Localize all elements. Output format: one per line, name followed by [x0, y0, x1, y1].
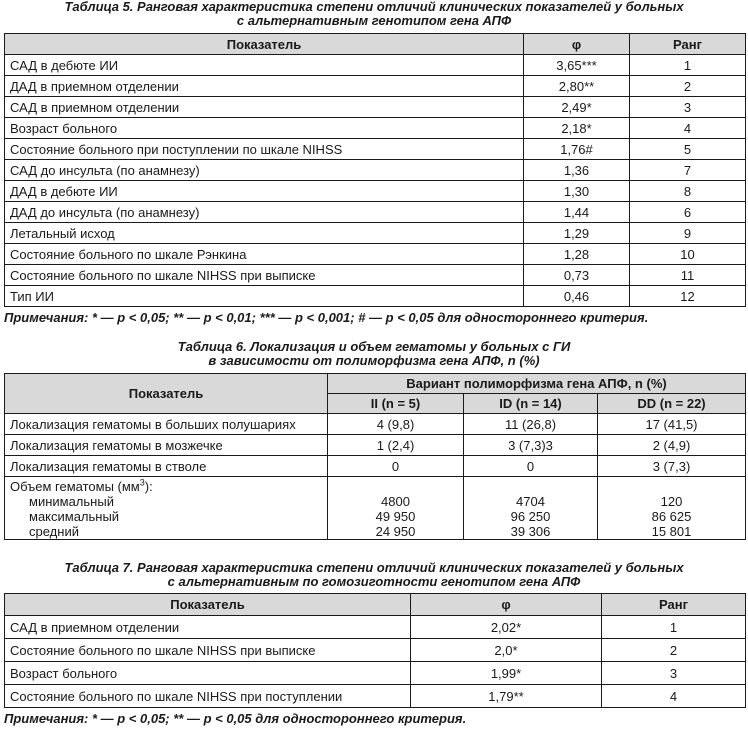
table7-cell-indicator: САД в приемном отделении [5, 616, 411, 639]
table5-cell-indicator: Возраст больного [5, 118, 524, 139]
table6-caption [0, 340, 748, 368]
table6-cell-indicator: Локализация гематомы в мозжечке [5, 435, 328, 456]
table7-header-indicator: Показатель [5, 594, 411, 616]
volume-label-text: Объем гематомы (мм [10, 479, 140, 494]
table5-cell-phi: 1,29 [524, 223, 630, 244]
table7-header-phi: φ [411, 594, 602, 616]
table-row [5, 97, 746, 118]
table7-cell-indicator: Возраст больного [5, 662, 411, 685]
table7-cell-phi: 1,79** [411, 685, 602, 708]
table7-header-rank: Ранг [602, 594, 746, 616]
table5-cell-phi: 2,80** [524, 76, 630, 97]
table6-header-group: Вариант полиморфизма гена АПФ, n (%) [328, 374, 746, 394]
table5-cell-rank: 1 [630, 55, 746, 76]
table5-cell-phi: 3,65*** [524, 55, 630, 76]
table6-cell-ii: 4 (9,8) [328, 414, 464, 435]
table7-cell-rank: 2 [602, 639, 746, 662]
volume-value-ii: 49 950 [375, 509, 416, 524]
table-row [5, 223, 746, 244]
table5-caption [0, 0, 748, 28]
table-row [5, 265, 746, 286]
table5-cell-indicator: САД до инсульта (по анамнезу) [5, 160, 524, 181]
table5-cell-indicator: ДАД в дебюте ИИ [5, 181, 524, 202]
volume-value-ii: 24 950 [375, 524, 416, 539]
table5-cell-indicator: Состояние больного по шкале NIHSS при выписке [5, 265, 524, 286]
volume-value-id: 96 250 [510, 509, 551, 524]
table-row [5, 685, 746, 708]
table6-cell-indicator: Локализация гематомы в больших полушариях [5, 414, 328, 435]
table5-cell-indicator: Тип ИИ [5, 286, 524, 307]
table-row [5, 662, 746, 685]
table7-cell-rank: 3 [602, 662, 746, 685]
table5-cell-rank: 2 [630, 76, 746, 97]
table-row [5, 244, 746, 265]
table7-caption-line1: Таблица 7. Ранговая характеристика степени отличий клинических показателей у больных [64, 560, 684, 575]
table7-cell-phi: 1,99* [411, 662, 602, 685]
table7 [4, 593, 746, 708]
table5-cell-phi: 0,46 [524, 286, 630, 307]
volume-value-ii: 4800 [381, 494, 410, 509]
table6-cell-id: 11 (26,8) [464, 414, 598, 435]
table7-caption [0, 561, 748, 589]
table-row [5, 616, 746, 639]
table5-cell-rank: 11 [630, 265, 746, 286]
table5-cell-rank: 5 [630, 139, 746, 160]
volume-item-label: максимальный [29, 509, 120, 524]
table6-volume-id [464, 477, 598, 540]
volume-item-label: минимальный [29, 494, 114, 509]
table5-cell-rank: 10 [630, 244, 746, 265]
table5-cell-indicator: САД в дебюте ИИ [5, 55, 524, 76]
table-row [5, 76, 746, 97]
volume-label-sup: 3 [139, 477, 145, 488]
table5-cell-indicator: Летальный исход [5, 223, 524, 244]
volume-label [10, 479, 153, 494]
table5-cell-phi: 1,76# [524, 139, 630, 160]
table5-cell-phi: 2,49* [524, 97, 630, 118]
table5-cell-rank: 4 [630, 118, 746, 139]
table5-cell-indicator: Состояние больного по шкале Рэнкина [5, 244, 524, 265]
table5-cell-rank: 8 [630, 181, 746, 202]
volume-value-dd: 120 [660, 494, 683, 509]
volume-value-id: 4704 [516, 494, 545, 509]
table6-cell-dd: 17 (41,5) [598, 414, 746, 435]
table6-cell-ii: 0 [328, 456, 464, 477]
volume-value-dd: 86 625 [651, 509, 692, 524]
table6-cell-ii: 1 (2,4) [328, 435, 464, 456]
table6 [4, 373, 746, 540]
table5-cell-phi: 2,18* [524, 118, 630, 139]
table6-cell-id: 0 [464, 456, 598, 477]
table6-volume-dd [598, 477, 746, 540]
table6-cell-id: 3 (7,3)3 [464, 435, 598, 456]
volume-spacer [469, 479, 592, 494]
table5-cell-rank: 6 [630, 202, 746, 223]
table5-cell-rank: 7 [630, 160, 746, 181]
table7-cell-phi: 2,0* [411, 639, 602, 662]
table-row [5, 160, 746, 181]
table5-cell-indicator: САД в приемном отделении [5, 97, 524, 118]
volume-label-end: ): [144, 479, 153, 494]
table5-cell-rank: 12 [630, 286, 746, 307]
table5-header-phi: φ [524, 34, 630, 55]
table6-volume-ii [328, 477, 464, 540]
table5-cell-phi: 1,30 [524, 181, 630, 202]
table-row [5, 639, 746, 662]
table5-cell-indicator: ДАД в приемном отделении [5, 76, 524, 97]
volume-value-dd: 15 801 [651, 524, 692, 539]
table6-caption-line2: в зависимости от полиморфизма гена АПФ, n (%) [208, 353, 540, 368]
table5-cell-rank: 3 [630, 97, 746, 118]
table-row [5, 435, 746, 456]
table7-cell-indicator: Состояние больного по шкале NIHSS при выписке [5, 639, 411, 662]
table5-header-row [5, 34, 746, 55]
table5-caption-line1: Таблица 5. Ранговая характеристика степени отличий клинических показателей у больных [64, 0, 684, 14]
table6-volume-indicator [5, 477, 328, 540]
table6-volume-row [5, 477, 746, 540]
table7-note: Примечания: * — p < 0,05; ** — p < 0,05 для одностороннего критерия. [4, 711, 467, 726]
table5 [4, 33, 746, 307]
table-row [5, 414, 746, 435]
table5-cell-indicator: ДАД до инсульта (по анамнезу) [5, 202, 524, 223]
table7-cell-rank: 4 [602, 685, 746, 708]
table5-cell-rank: 9 [630, 223, 746, 244]
table6-cell-dd: 3 (7,3) [598, 456, 746, 477]
table5-header-indicator: Показатель [5, 34, 524, 55]
table5-cell-phi: 1,36 [524, 160, 630, 181]
table5-cell-phi: 1,44 [524, 202, 630, 223]
table5-cell-indicator: Состояние больного при поступлении по шкале NIHSS [5, 139, 524, 160]
table5-header-rank: Ранг [630, 34, 746, 55]
table5-caption-line2: с альтернативным генотипом гена АПФ [236, 13, 512, 28]
table7-caption-line2: с альтернативным по гомозиготности генотипом гена АПФ [167, 574, 581, 589]
volume-spacer [603, 479, 740, 494]
table6-cell-dd: 2 (4,9) [598, 435, 746, 456]
table-row [5, 456, 746, 477]
table7-cell-indicator: Состояние больного по шкале NIHSS при поступлении [5, 685, 411, 708]
table6-header-ii: II (n = 5) [328, 394, 464, 414]
table-row [5, 118, 746, 139]
table6-header-dd: DD (n = 22) [598, 394, 746, 414]
table-row [5, 202, 746, 223]
table6-caption-line1: Таблица 6. Локализация и объем гематомы у больных с ГИ [177, 339, 571, 354]
volume-spacer [333, 479, 458, 494]
table7-header-row [5, 594, 746, 616]
table-row [5, 286, 746, 307]
table6-header-row1 [5, 374, 746, 394]
table-row [5, 55, 746, 76]
table5-note: Примечания: * — p < 0,05; ** — p < 0,01; *** — p < 0,001; # — p < 0,05 для одностороннего критерия. [4, 310, 649, 325]
table7-cell-phi: 2,02* [411, 616, 602, 639]
volume-item-label: средний [29, 524, 79, 539]
table6-header-indicator: Показатель [5, 374, 328, 414]
volume-value-id: 39 306 [510, 524, 551, 539]
table-row [5, 181, 746, 202]
table5-cell-phi: 0,73 [524, 265, 630, 286]
table5-cell-phi: 1,28 [524, 244, 630, 265]
table7-cell-rank: 1 [602, 616, 746, 639]
table-row [5, 139, 746, 160]
table6-header-id: ID (n = 14) [464, 394, 598, 414]
table6-cell-indicator: Локализация гематомы в стволе [5, 456, 328, 477]
